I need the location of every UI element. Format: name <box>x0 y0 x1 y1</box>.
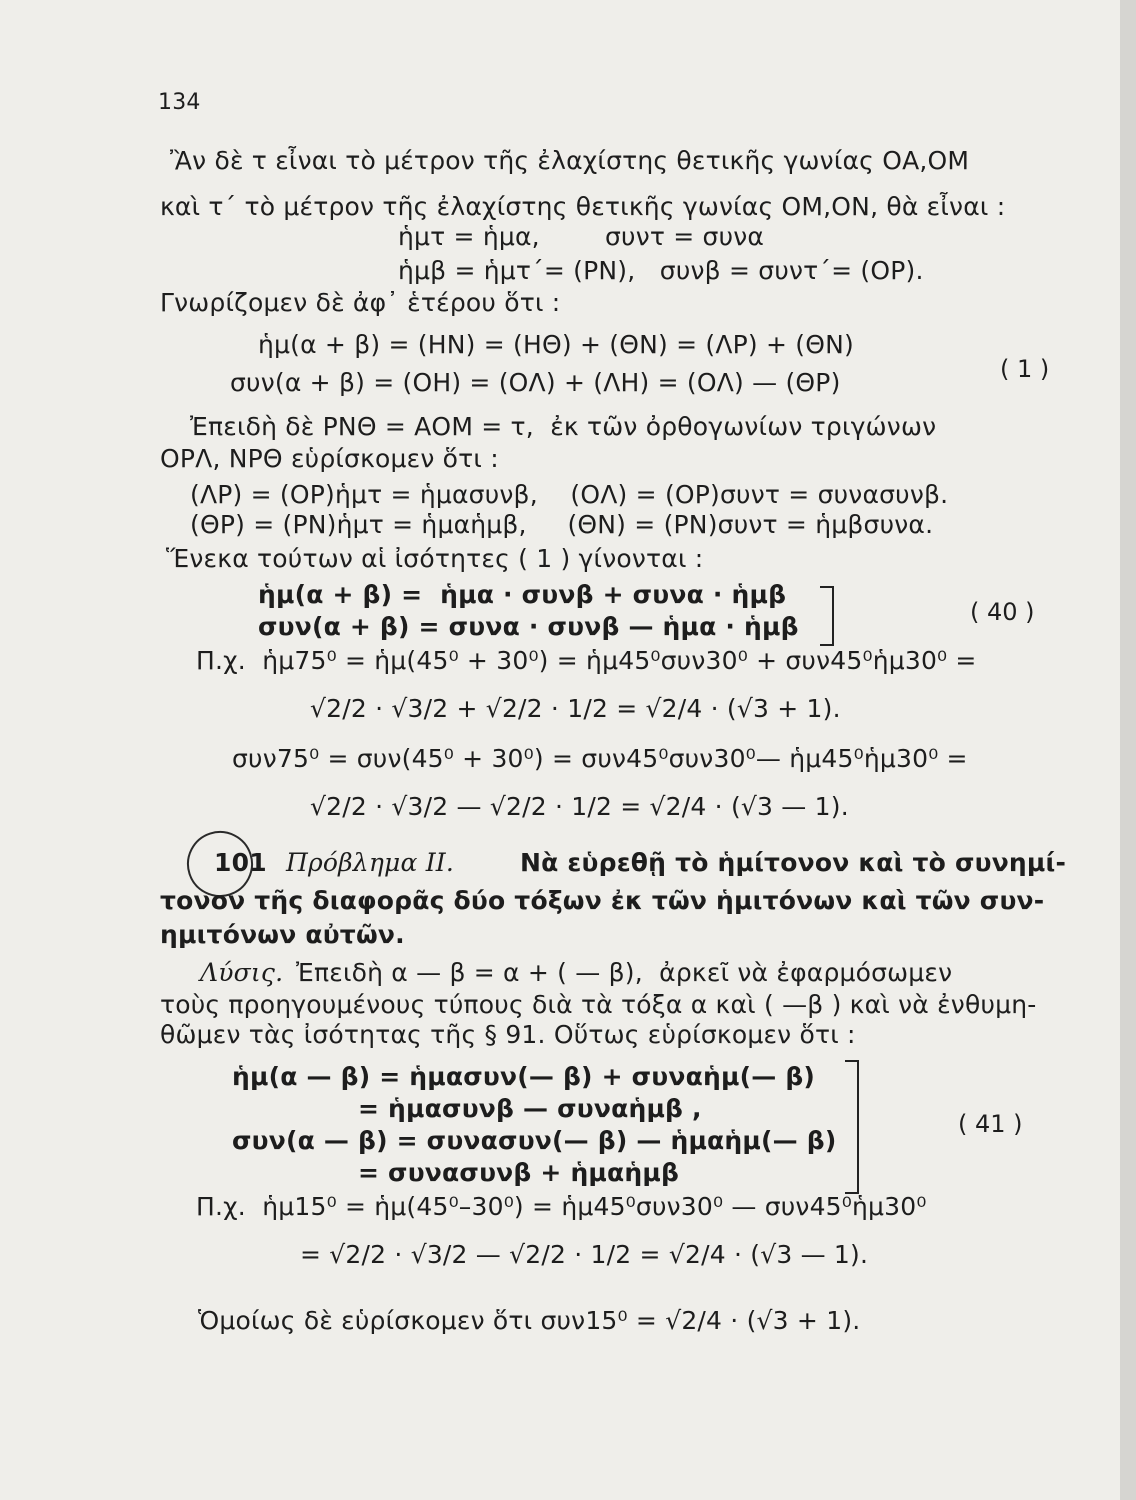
formula-40-line: συν(α + β) = συνα · συνβ — ἡμα · ἡμβ <box>258 612 799 641</box>
text-line: Ἕνεκα τούτων αἱ ἰσότητες ( 1 ) γίνονται : <box>166 544 704 573</box>
text-line: τοὺς προηγουμένους τύπους διὰ τὰ τόξα α καὶ ( —β ) καὶ νὰ ἐνθυμη- <box>160 990 1037 1019</box>
text-line: Ἂν δὲ τ εἶναι τὸ μέτρον τῆς ἐλαχίστης θετικῆς γωνίας ΟΑ,ΟΜ <box>170 146 970 175</box>
text-line: ΟΡΛ, ΝΡΘ εὑρίσκομεν ὅτι : <box>160 444 499 473</box>
text-line: Γνωρίζομεν δὲ ἀφ᾽ ἑτέρου ὅτι : <box>160 288 561 317</box>
text-line: καὶ τ΄ τὸ μέτρον τῆς ἐλαχίστης θετικῆς γωνίας ΟΜ,ΟΝ, θὰ εἶναι : <box>160 192 1006 221</box>
formula-line: ἡμβ = ἡμτ΄= (ΡΝ), συνβ = συντ΄= (ΟΡ). <box>398 256 924 285</box>
formula-line: = √2/2 · √3/2 — √2/2 · 1/2 = √2/4 · (√3 — 1). <box>300 1240 869 1269</box>
formula-line: √2/2 · √3/2 — √2/2 · 1/2 = √2/4 · (√3 — 1). <box>310 792 849 821</box>
formula-line: Π.χ. ἡμ15⁰ = ἡμ(45⁰–30⁰) = ἡμ45⁰συν30⁰ — συν45⁰ἡμ30⁰ <box>196 1192 927 1221</box>
formula-41-line: ἡμ(α — β) = ἡμασυν(— β) + συναἡμ(— β) <box>232 1062 816 1091</box>
formula-line: (ΛΡ) = (ΟΡ)ἡμτ = ἡμασυνβ, (ΟΛ) = (ΟΡ)συντ = συνασυνβ. <box>190 480 949 509</box>
formula-line: ἡμτ = ἡμα, συντ = συνα <box>398 222 765 251</box>
problem-text: Νὰ εὑρεθῇ τὸ ἡμίτονον καὶ τὸ συνημί- <box>520 848 1067 877</box>
equation-tag-41: ( 41 ) <box>958 1110 1023 1138</box>
brace <box>845 1060 859 1194</box>
brace <box>820 586 834 646</box>
formula-line: συν75⁰ = συν(45⁰ + 30⁰) = συν45⁰συν30⁰— ἡμ45⁰ἡμ30⁰ = <box>232 744 968 773</box>
formula-line: Π.χ. ἡμ75⁰ = ἡμ(45⁰ + 30⁰) = ἡμ45⁰συν30⁰ + συν45⁰ἡμ30⁰ = <box>196 646 977 675</box>
formula-line: συν(α + β) = (ΟΗ) = (ΟΛ) + (ΛΗ) = (ΟΛ) — (ΘΡ) <box>230 368 841 397</box>
equation-tag-40: ( 40 ) <box>970 598 1035 626</box>
formula-41-line: = συνασυνβ + ἡμαἡμβ <box>358 1158 680 1187</box>
problem-number: 101 <box>214 848 267 877</box>
formula-41-line: συν(α — β) = συνασυν(— β) — ἡμαἡμ(— β) <box>232 1126 837 1155</box>
text-line: θῶμεν τὰς ἰσότητας τῆς § 91. Οὕτως εὑρίσκομεν ὅτι : <box>160 1020 856 1049</box>
formula-40-line: ἡμ(α + β) = ἡμα · συνβ + συνα · ἡμβ <box>258 580 787 609</box>
page-number: 134 <box>158 90 201 115</box>
solution-label: Λύσις. <box>200 958 284 987</box>
text-line: Ἐπειδὴ δὲ ΡΝΘ = ΑΟΜ = τ, ἐκ τῶν ὀρθογωνίων τριγώνων <box>190 412 937 441</box>
formula-line: (ΘΡ) = (ΡΝ)ἡμτ = ἡμαἡμβ, (ΘΝ) = (ΡΝ)συντ = ἡμβσυνα. <box>190 510 934 539</box>
problem-label: Πρόβλημα ΙΙ. <box>286 848 455 877</box>
text-line: Ἐπειδὴ α — β = α + ( — β), ἀρκεῖ νὰ ἐφαρμόσωμεν <box>296 958 953 987</box>
formula-line: Ὁμοίως δὲ εὑρίσκομεν ὅτι συν15⁰ = √2/4 · (√3 + 1). <box>198 1306 861 1335</box>
problem-text: τονον τῆς διαφορᾶς δύο τόξων ἐκ τῶν ἡμιτόνων καὶ τῶν συν- <box>160 886 1045 915</box>
equation-tag-1: ( 1 ) <box>1000 355 1050 383</box>
formula-line: ἡμ(α + β) = (ΗΝ) = (ΗΘ) + (ΘΝ) = (ΛΡ) + (ΘΝ) <box>258 330 854 359</box>
problem-text: ημιτόνων αὐτῶν. <box>160 920 405 949</box>
formula-line: √2/2 · √3/2 + √2/2 · 1/2 = √2/4 · (√3 + 1). <box>310 694 841 723</box>
formula-41-line: = ἡμασυνβ — συναἡμβ , <box>358 1094 702 1123</box>
page-edge <box>1120 0 1136 1500</box>
